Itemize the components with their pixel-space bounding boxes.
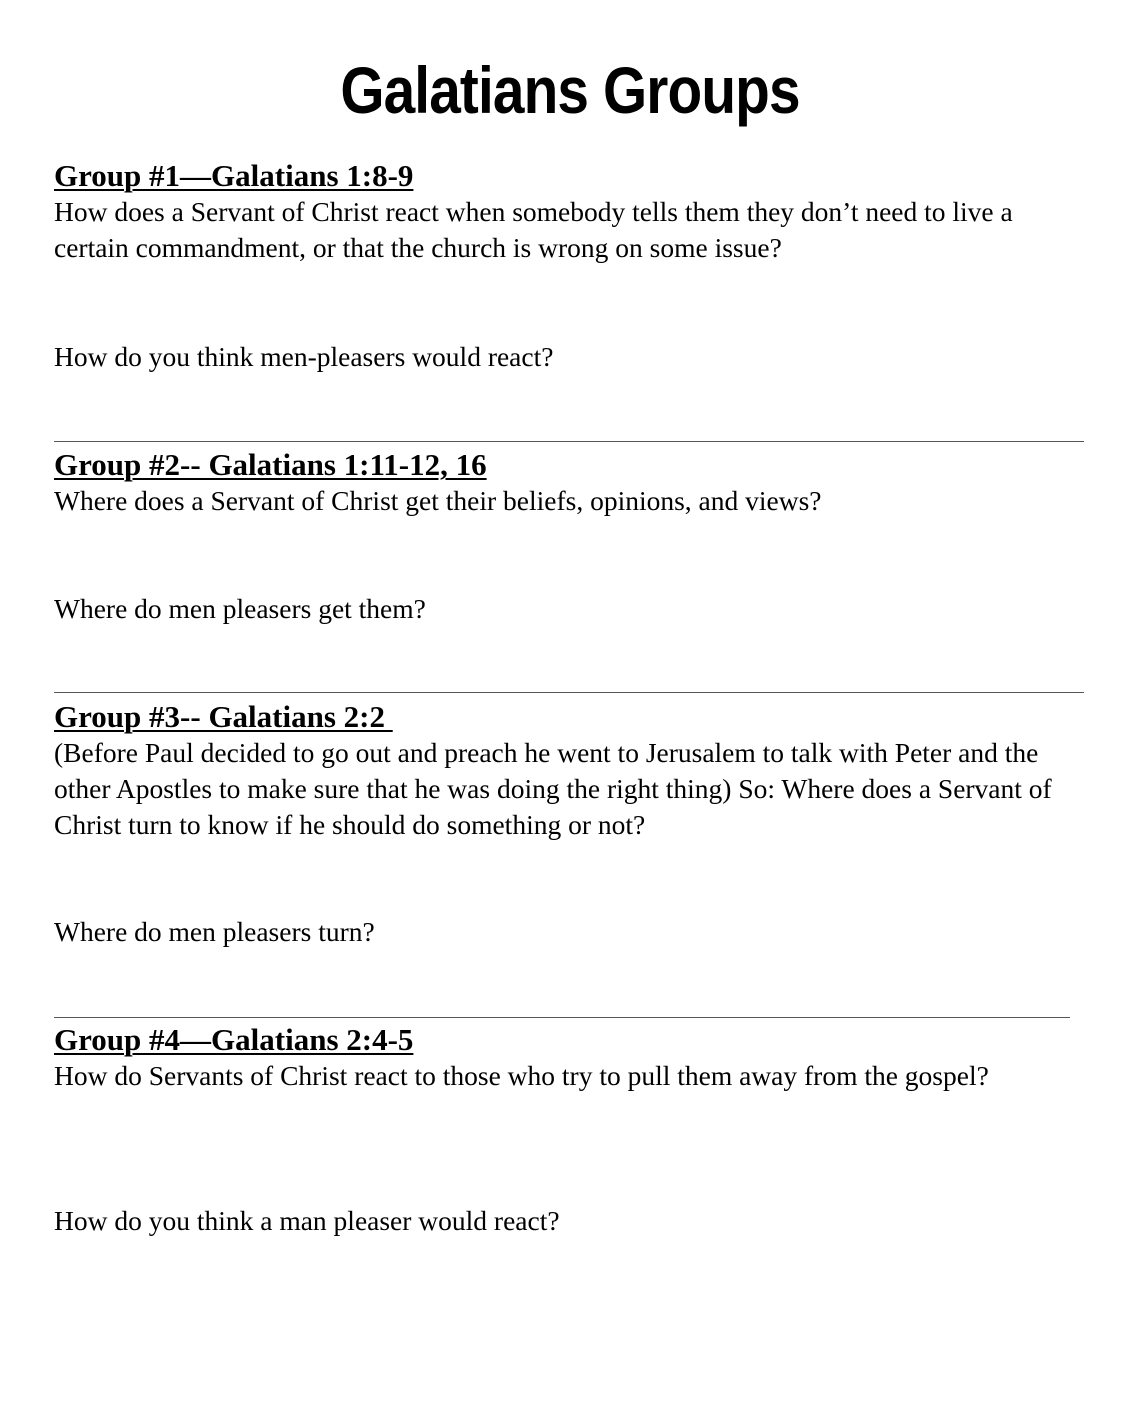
group-1-heading: Group #1—Galatians 1:8-9 <box>54 158 414 193</box>
divider-1 <box>54 441 1084 442</box>
divider-2 <box>54 692 1084 693</box>
group-1 <box>54 158 1094 266</box>
group-4-heading: Group #4—Galatians 2:4-5 <box>54 1022 414 1057</box>
group-2-heading: Group #2-- Galatians 1:11-12, 16 <box>54 447 487 482</box>
page-title: Galatians Groups <box>340 53 800 127</box>
group-4-follow-up: How do you think a man pleaser would react? <box>54 1205 560 1236</box>
group-2 <box>54 447 1094 519</box>
group-3-follow-up: Where do men pleasers turn? <box>54 916 375 947</box>
divider-3 <box>54 1017 1070 1018</box>
group-3-heading: Group #3-- Galatians 2:2 <box>54 699 393 734</box>
group-2-follow-up: Where do men pleasers get them? <box>54 593 426 624</box>
group-2-prompt: Where does a Servant of Christ get their beliefs, opinions, and views? <box>54 485 822 516</box>
group-1-follow-up: How do you think men-pleasers would react? <box>54 341 554 372</box>
group-3-prompt: (Before Paul decided to go out and preach he went to Jerusalem to talk with Peter and the other Apostles to make sure that he was doing the right thing) So: Where does a Servant of Christ turn to know if he should do something or not? <box>54 737 1052 840</box>
group-3 <box>54 699 1094 843</box>
group-4 <box>54 1022 1094 1094</box>
group-4-prompt: How do Servants of Christ react to those who try to pull them away from the gospel? <box>54 1060 989 1091</box>
group-1-prompt: How does a Servant of Christ react when somebody tells them they don’t need to live a certain commandment, or that the church is wrong on some issue? <box>54 196 1013 263</box>
